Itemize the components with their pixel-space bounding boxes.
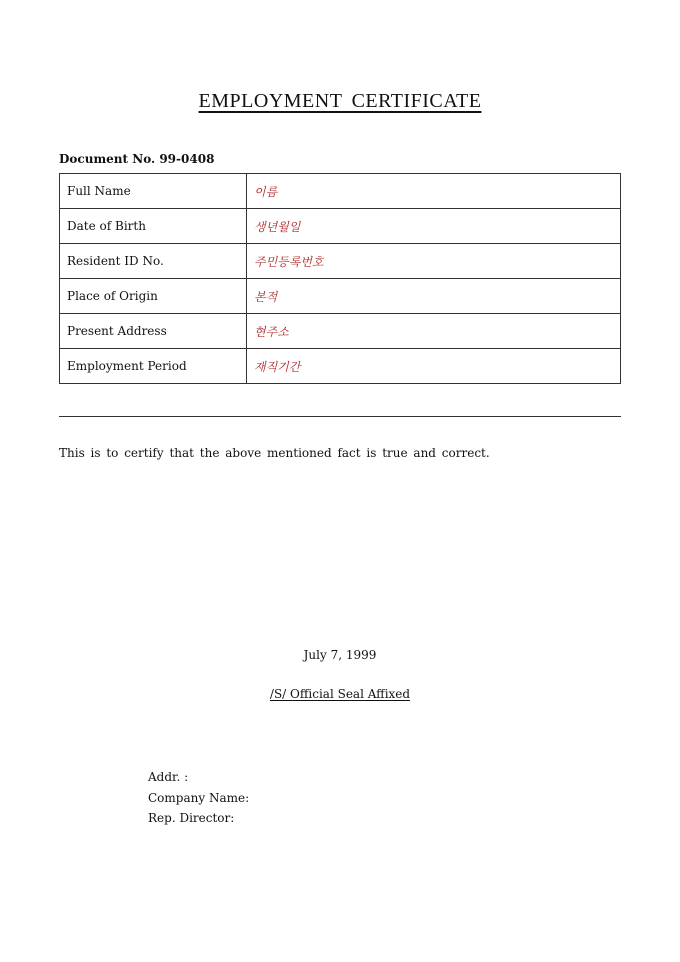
field-value: 생년월일 [247, 209, 621, 244]
table-row [60, 349, 621, 384]
seal-text: /S/ Official Seal Affixed [269, 687, 411, 701]
field-value: 이름 [247, 174, 621, 209]
document-title: EMPLOYMENT CERTIFICATE [198, 90, 482, 112]
field-value: 재직기간 [247, 349, 621, 384]
table-row [60, 279, 621, 314]
certify-statement: This is to certify that the above mentioned fact is true and correct. [59, 446, 490, 460]
table-row [60, 244, 621, 279]
table-row [60, 174, 621, 209]
field-value: 주민등록번호 [247, 244, 621, 279]
field-label: Employment Period [60, 349, 247, 384]
document-number: Document No. 99-0408 [59, 152, 215, 166]
signature-block [148, 767, 249, 829]
rep-director-label: Rep. Director: [148, 811, 235, 825]
field-value: 본적 [247, 279, 621, 314]
table-row [60, 314, 621, 349]
field-label: Resident ID No. [60, 244, 247, 279]
field-label: Present Address [60, 314, 247, 349]
company-name-label: Company Name: [148, 790, 250, 805]
field-value: 현주소 [247, 314, 621, 349]
addr-label: Addr. : [148, 770, 189, 784]
table-row [60, 209, 621, 244]
info-table [59, 173, 621, 384]
field-label: Place of Origin [60, 279, 247, 314]
field-label: Full Name [60, 174, 247, 209]
seal-line [0, 687, 680, 701]
issue-date: July 7, 1999 [303, 648, 377, 662]
field-label: Date of Birth [60, 209, 247, 244]
divider [59, 416, 621, 417]
